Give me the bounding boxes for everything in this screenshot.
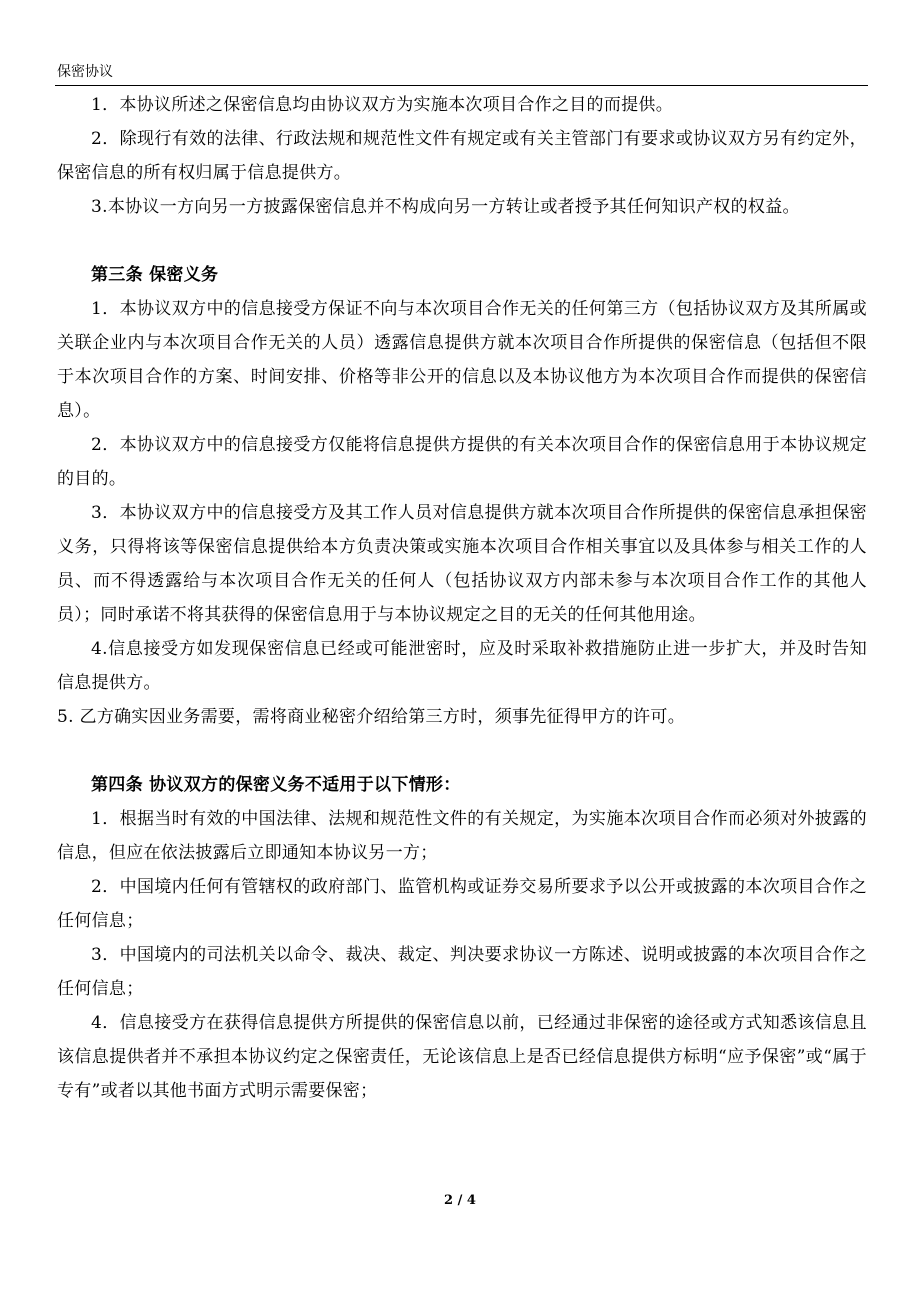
spacer <box>57 734 867 768</box>
article-3-clause-2: 2．本协议双方中的信息接受方仅能将信息提供方提供的有关本次项目合作的保密信息用于本协议规定的目的。 <box>57 435 867 489</box>
article-4-clause-2: 2．中国境内任何有管辖权的政府部门、监管机构或证券交易所要求予以公开或披露的本次项目合作之任何信息； <box>57 877 867 931</box>
spacer <box>57 224 867 258</box>
clause-3: 3.本协议一方向另一方披露保密信息并不构成向另一方转让或者授予其任何知识产权的权益。 <box>91 197 800 217</box>
article-4-heading: 第四条 协议双方的保密义务不适用于以下情形： <box>91 775 461 795</box>
article-3-clause-5: 5. 乙方确实因业务需要，需将商业秘密介绍给第三方时，须事先征得甲方的许可。 <box>57 707 686 727</box>
article-4-clause-4: 4．信息接受方在获得信息提供方所提供的保密信息以前，已经通过非保密的途径或方式知悉该信息且该信息提供者并不承担本协议约定之保密责任，无论该信息上是否已经信息提供方标明“应予保密”或“属于专有”或者以其他书面方式明示需要保密； <box>57 1013 867 1101</box>
page-number: 2 / 4 <box>444 1193 476 1208</box>
article-3-clause-1: 1．本协议双方中的信息接受方保证不向与本次项目合作无关的任何第三方（包括协议双方及其所属或关联企业内与本次项目合作无关的人员）透露信息提供方就本次项目合作所提供的保密信息（包括但不限于本次项目合作的方案、时间安排、价格等非公开的信息以及本协议他方为本次项目合作而提供的保密信息）。 <box>57 299 867 421</box>
article-4-clause-3: 3．中国境内的司法机关以命令、裁决、裁定、判决要求协议一方陈述、说明或披露的本次项目合作之任何信息； <box>57 945 867 999</box>
page-header-title: 保密协议 <box>57 64 113 80</box>
header-divider <box>55 85 868 86</box>
article-3-heading: 第三条 保密义务 <box>91 265 219 285</box>
article-4-clause-1: 1．根据当时有效的中国法律、法规和规范性文件的有关规定，为实施本次项目合作而必须对外披露的信息，但应在依法披露后立即通知本协议另一方； <box>57 809 867 863</box>
document-body <box>57 88 867 1108</box>
article-3-clause-3: 3．本协议双方中的信息接受方及其工作人员对信息提供方就本次项目合作所提供的保密信息承担保密义务，只得将该等保密信息提供给本方负责决策或实施本次项目合作相关事宜以及具体参与相关工作的人员、而不得透露给与本次项目合作无关的任何人（包括协议双方内部未参与本次项目合作工作的其他人员）；同时承诺不将其获得的保密信息用于与本协议规定之目的无关的任何其他用途。 <box>57 503 867 625</box>
article-3-clause-4: 4.信息接受方如发现保密信息已经或可能泄密时，应及时采取补救措施防止进一步扩大，并及时告知信息提供方。 <box>57 639 867 693</box>
clause-2: 2．除现行有效的法律、行政法规和规范性文件有规定或有关主管部门有要求或协议双方另有约定外，保密信息的所有权归属于信息提供方。 <box>57 129 867 183</box>
clause-1: 1．本协议所述之保密信息均由协议双方为实施本次项目合作之目的而提供。 <box>91 95 674 115</box>
